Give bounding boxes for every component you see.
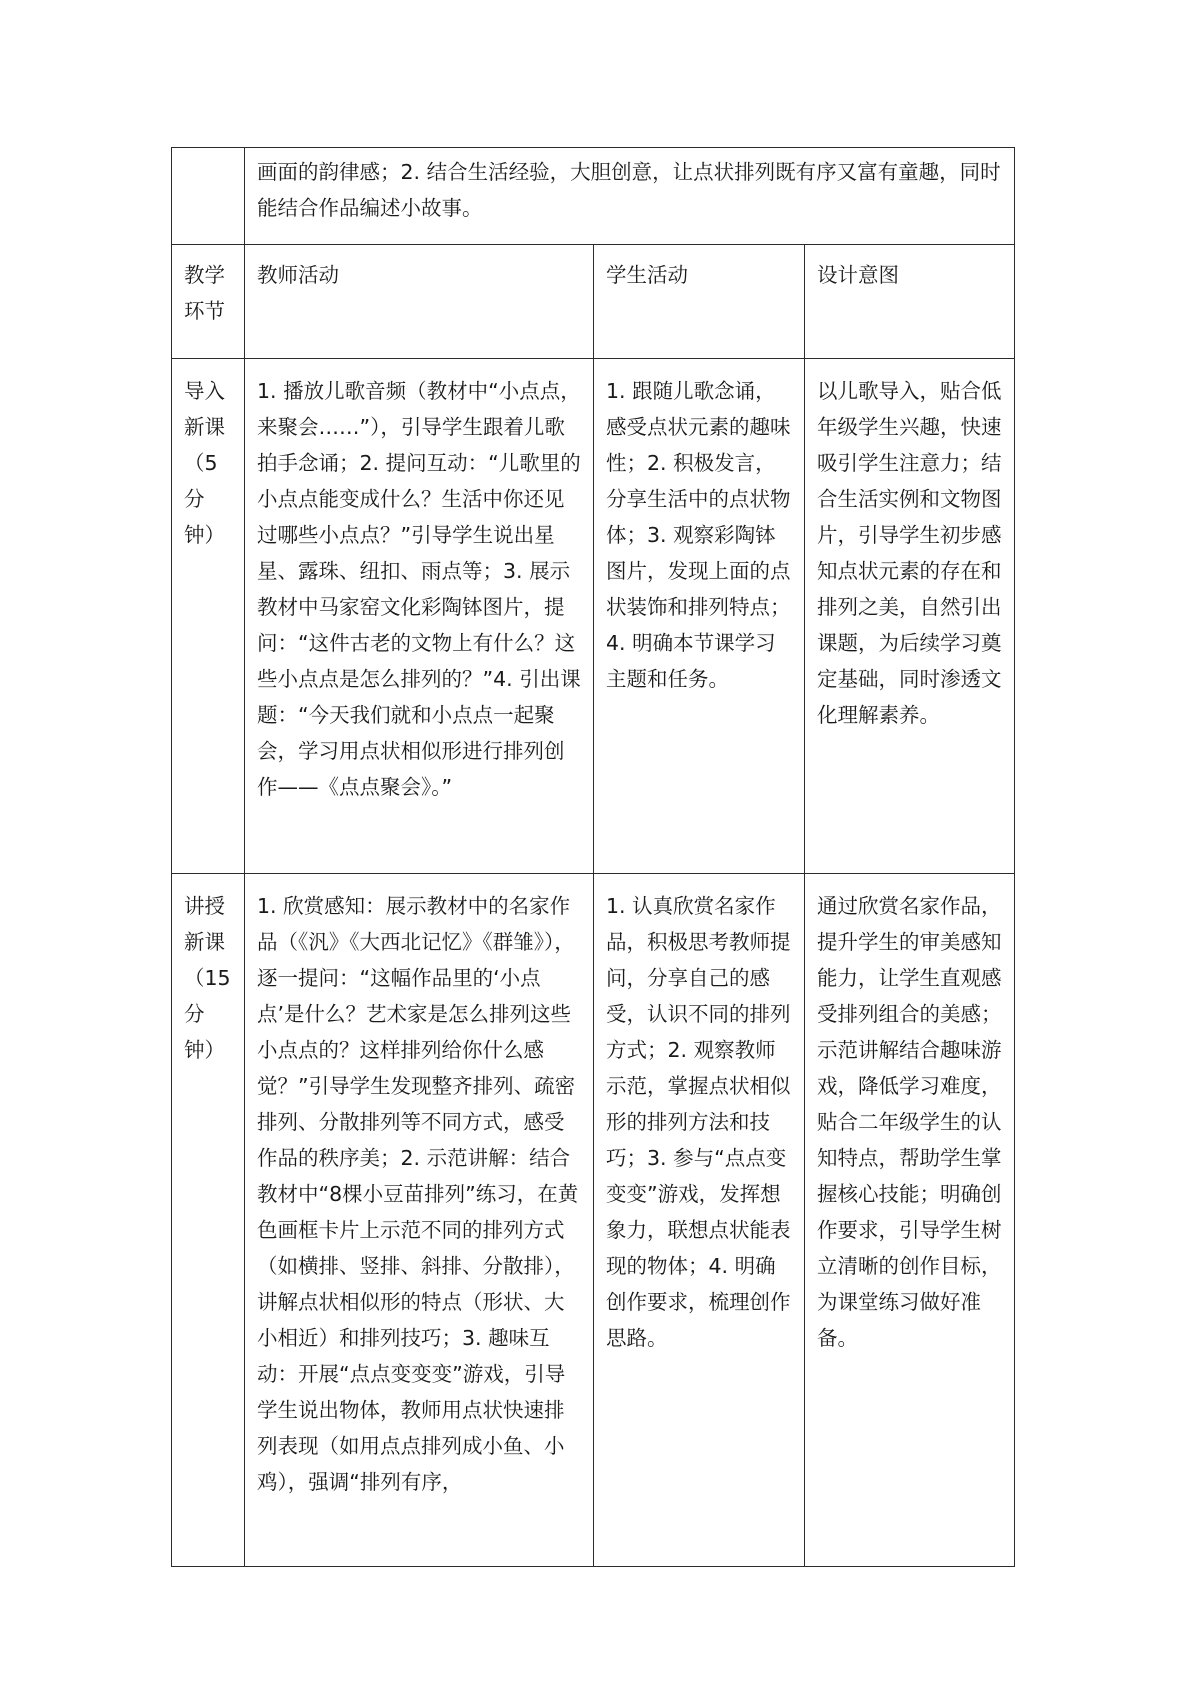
goal-text: 画面的韵律感；2. 结合生活经验，大胆创意，让点状排列既有序又富有童趣，同时能结合作品编述小故事。 (245, 148, 1015, 245)
lesson-plan-table (171, 147, 1015, 1567)
design-intent: 以儿歌导入，贴合低年级学生兴趣，快速吸引学生注意力；结合生活实例和文物图片，引导学生初步感知点状元素的存在和排列之美，自然引出课题，为后续学习奠定基础，同时渗透文化理解素养。 (805, 359, 1015, 874)
header-student: 学生活动 (594, 245, 805, 359)
goal-row-empty-cell (172, 148, 245, 245)
student-activity: 1. 认真欣赏名家作品，积极思考教师提问，分享自己的感受，认识不同的排列方式；2. 观察教师示范，掌握点状相似形的排列方法和技巧；3. 参与“点点变变变”游戏，发挥想象力，联想点状能表现的物体；4. 明确创作要求，梳理创作思路。 (594, 874, 805, 1567)
table-row (172, 874, 1015, 1567)
header-teacher: 教师活动 (245, 245, 594, 359)
stage-intro: 导入新课（5分钟） (172, 359, 245, 874)
student-activity: 1. 跟随儿歌念诵，感受点状元素的趣味性；2. 积极发言，分享生活中的点状物体；3. 观察彩陶钵图片，发现上面的点状装饰和排列特点；4. 明确本节课学习主题和任务。 (594, 359, 805, 874)
design-intent: 通过欣赏名家作品，提升学生的审美感知能力，让学生直观感受排列组合的美感；示范讲解结合趣味游戏，降低学习难度，贴合二年级学生的认知特点，帮助学生掌握核心技能；明确创作要求，引导学生树立清晰的创作目标，为课堂练习做好准备。 (805, 874, 1015, 1567)
header-intent: 设计意图 (805, 245, 1015, 359)
teacher-activity: 1. 播放儿歌音频（教材中“小点点，来聚会……”），引导学生跟着儿歌拍手念诵；2. 提问互动：“儿歌里的小点点能变成什么？生活中你还见过哪些小点点？”引导学生说出星星、露珠、纽扣、雨点等；3. 展示教材中马家窑文化彩陶钵图片，提问：“这件古老的文物上有什么？这些小点点是怎么排列的？”4. 引出课题：“今天我们就和小点点一起聚会，学习用点状相似形进行排列创作——《点点聚会》。” (245, 359, 594, 874)
stage-teach: 讲授新课（15分钟） (172, 874, 245, 1567)
header-stage: 教学环节 (172, 245, 245, 359)
header-row (172, 245, 1015, 359)
goal-row (172, 148, 1015, 245)
table-row (172, 359, 1015, 874)
teacher-activity: 1. 欣赏感知：展示教材中的名家作品（《汎》《大西北记忆》《群雏》），逐一提问：“这幅作品里的‘小点点’是什么？艺术家是怎么排列这些小点点的？这样排列给你什么感觉？”引导学生发现整齐排列、疏密排列、分散排列等不同方式，感受作品的秩序美；2. 示范讲解：结合教材中“8棵小豆苗排列”练习，在黄色画框卡片上示范不同的排列方式（如横排、竖排、斜排、分散排），讲解点状相似形的特点（形状、大小相近）和排列技巧；3. 趣味互动：开展“点点变变变”游戏，引导学生说出物体，教师用点状快速排列表现（如用点点排列成小鱼、小鸡），强调“排列有序， (245, 874, 594, 1567)
